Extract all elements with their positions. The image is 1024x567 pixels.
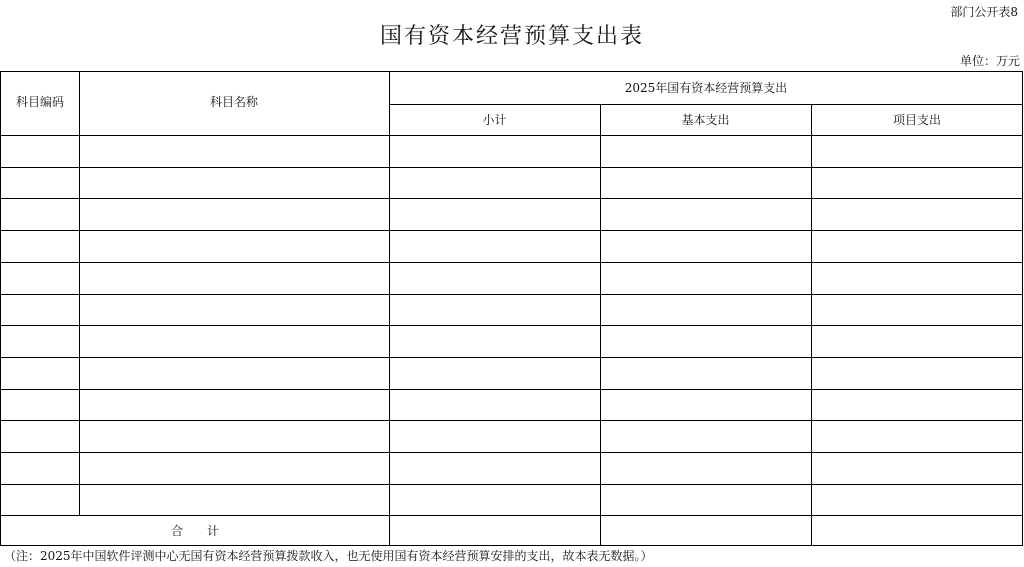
table-row [1,452,1023,484]
header-code: 科目编码 [15,95,64,109]
header-project: 项目支出 [892,113,941,127]
page-title: 国有资本经营预算支出表 [379,24,644,49]
header-name: 科目名称 [209,95,258,109]
header-subtotal: 小计 [482,113,507,127]
header-group: 2025年国有资本经营预算支出 [624,81,788,95]
header-divider-line [389,104,1023,105]
table-row [1,262,1023,294]
table-row [1,294,1023,326]
header-basic: 基本支出 [681,113,730,127]
table-row [1,484,1023,516]
table-row [1,357,1023,389]
table-row [1,420,1023,452]
unit-label: 单位：万元 [959,54,1020,68]
table-row [1,325,1023,357]
footnote: （注：2025年中国软件评测中心无国有资本经营预算拨款收入，也无使用国有资本经营预算安排的支出，故本表无数据。） [4,549,653,563]
table-row [1,389,1023,421]
budget-table [0,71,1023,546]
total-label: 合 计 [170,524,219,538]
table-row [1,135,1023,167]
table-row [1,167,1023,199]
form-number: 部门公开表8 [950,5,1018,19]
table-row [1,230,1023,262]
table-row [1,198,1023,230]
